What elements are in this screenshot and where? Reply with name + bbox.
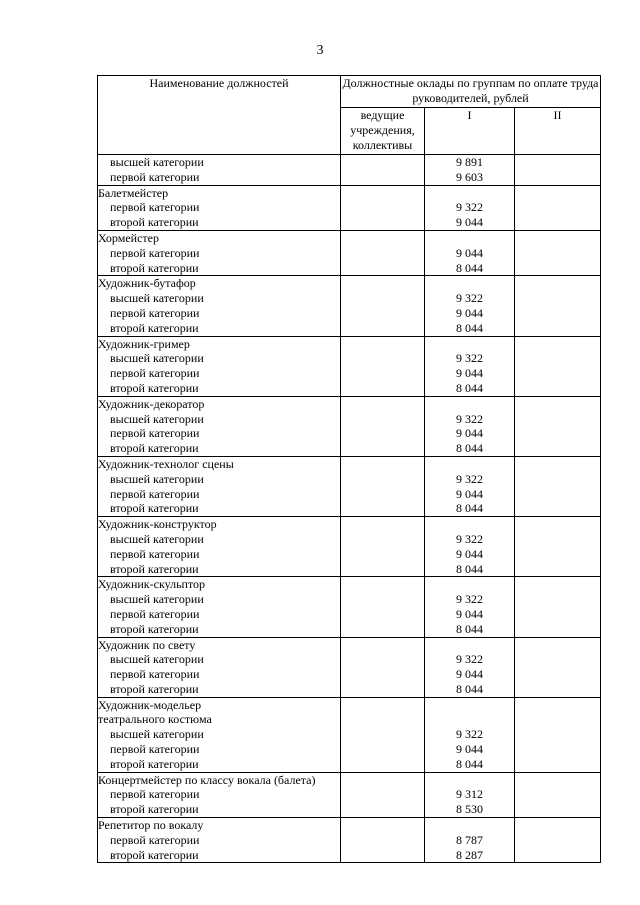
group-one-cell <box>425 818 515 863</box>
leading-institutions-cell <box>341 697 425 772</box>
leading-institutions-cell <box>341 396 425 456</box>
table-row <box>98 637 601 697</box>
category-label: первой категории <box>110 546 200 561</box>
spacer <box>425 186 514 201</box>
category-label: первой категории <box>110 832 200 847</box>
table-row <box>98 185 601 230</box>
leading-institutions-cell <box>341 818 425 863</box>
salary-value: 9 322 <box>456 592 483 607</box>
category-label: первой категории <box>110 245 200 260</box>
position-cell <box>98 577 341 637</box>
group-one-cell <box>425 517 515 577</box>
position-title: Художник по свету <box>98 637 196 652</box>
table-body <box>98 155 601 863</box>
category-label: высшей категории <box>110 155 204 169</box>
position-cell <box>98 637 341 697</box>
leading-institutions-cell <box>341 155 425 186</box>
group-one-cell <box>425 336 515 396</box>
salary-value: 9 044 <box>456 546 483 561</box>
group-one-cell <box>425 230 515 275</box>
salary-value: 9 322 <box>456 411 483 426</box>
group-two-cell <box>515 772 601 817</box>
group-two-cell <box>515 155 601 186</box>
spacer <box>425 231 514 246</box>
category-label: второй категории <box>110 441 199 456</box>
category-label: высшей категории <box>110 411 204 426</box>
group-two-cell <box>515 637 601 697</box>
category-label: второй категории <box>110 320 199 335</box>
salary-value: 8 287 <box>456 847 483 862</box>
salary-value: 8 044 <box>456 320 483 335</box>
spacer <box>425 517 514 532</box>
salary-value: 9 322 <box>456 531 483 546</box>
table-row <box>98 396 601 456</box>
position-title: Художник-технолог сцены <box>98 456 234 471</box>
leading-institutions-cell <box>341 230 425 275</box>
leading-institutions-cell <box>341 276 425 336</box>
spacer <box>425 638 514 653</box>
salary-value: 8 044 <box>456 441 483 456</box>
category-label: высшей категории <box>110 531 204 546</box>
spacer <box>425 457 514 472</box>
salary-value: 8 044 <box>456 621 483 636</box>
table-row <box>98 456 601 516</box>
category-label: первой категории <box>110 742 200 757</box>
header-group-one: I <box>425 108 515 155</box>
salary-value: 9 322 <box>456 351 483 366</box>
category-label: первой категории <box>110 426 200 441</box>
page-number: 3 <box>316 43 324 58</box>
salary-value: 9 044 <box>456 366 483 381</box>
position-cell <box>98 517 341 577</box>
salary-value: 8 044 <box>456 260 483 275</box>
position-title: Художник-модельер <box>98 697 202 712</box>
position-title: Репетитор по вокалу <box>98 818 204 833</box>
position-title: театрального костюма <box>98 712 212 727</box>
category-label: первой категории <box>110 667 200 682</box>
position-cell <box>98 456 341 516</box>
group-one-cell <box>425 276 515 336</box>
table-row <box>98 276 601 336</box>
salary-value: 9 044 <box>456 606 483 621</box>
leading-institutions-cell <box>341 637 425 697</box>
spacer <box>425 276 514 291</box>
category-label: второй категории <box>110 621 199 636</box>
group-two-cell <box>515 336 601 396</box>
position-title: Художник-декоратор <box>98 396 205 411</box>
category-label: первой категории <box>110 200 200 215</box>
category-label: высшей категории <box>110 727 204 742</box>
position-cell <box>98 336 341 396</box>
group-two-cell <box>515 818 601 863</box>
category-label: высшей категории <box>110 291 204 306</box>
salary-value: 9 044 <box>456 245 483 260</box>
group-two-cell <box>515 230 601 275</box>
position-cell <box>98 276 341 336</box>
position-cell <box>98 230 341 275</box>
category-label: высшей категории <box>110 592 204 607</box>
salary-value: 9 044 <box>456 742 483 757</box>
salary-value: 9 044 <box>456 305 483 320</box>
group-one-cell <box>425 185 515 230</box>
spacer <box>425 698 514 713</box>
salary-value: 9 322 <box>456 200 483 215</box>
category-label: второй категории <box>110 215 199 230</box>
position-title: Балетмейстер <box>98 185 169 200</box>
group-one-cell <box>425 456 515 516</box>
salary-value: 9 322 <box>456 652 483 667</box>
leading-institutions-cell <box>341 456 425 516</box>
spacer <box>425 397 514 412</box>
salary-table <box>97 75 601 863</box>
group-one-cell <box>425 155 515 186</box>
spacer <box>425 577 514 592</box>
category-label: второй категории <box>110 681 199 696</box>
salary-value: 9 044 <box>456 486 483 501</box>
category-label: первой категории <box>110 606 200 621</box>
category-label: второй категории <box>110 260 199 275</box>
group-two-cell <box>515 396 601 456</box>
salary-value: 9 044 <box>456 426 483 441</box>
header-group-two: II <box>515 108 601 155</box>
table-row <box>98 155 601 186</box>
salary-value: 8 044 <box>456 681 483 696</box>
group-two-cell <box>515 517 601 577</box>
position-title: Хормейстер <box>98 230 159 245</box>
position-cell <box>98 185 341 230</box>
salary-value: 9 603 <box>456 169 483 184</box>
position-cell <box>98 155 341 186</box>
salary-value: 8 044 <box>456 561 483 576</box>
spacer <box>425 818 514 833</box>
category-label: второй категории <box>110 802 199 817</box>
salary-value: 9 312 <box>456 787 483 802</box>
salary-value: 9 891 <box>456 155 483 169</box>
salary-value: 8 787 <box>456 832 483 847</box>
category-label: первой категории <box>110 486 200 501</box>
header-salary-groups: Должностные оклады по группам по оплате труда руководителей, рублей <box>341 76 601 108</box>
leading-institutions-cell <box>341 517 425 577</box>
position-title: Концертмейстер по классу вокала (балета) <box>98 772 316 787</box>
group-two-cell <box>515 185 601 230</box>
category-label: второй категории <box>110 501 199 516</box>
category-label: первой категории <box>110 366 200 381</box>
leading-institutions-cell <box>341 577 425 637</box>
salary-value: 9 044 <box>456 667 483 682</box>
position-title: Художник-гример <box>98 336 190 351</box>
table-row <box>98 517 601 577</box>
category-label: второй категории <box>110 847 199 862</box>
salary-value: 8 044 <box>456 756 483 771</box>
category-label: высшей категории <box>110 351 204 366</box>
header-leading-institutions: ведущие учреждения, коллективы <box>341 108 425 155</box>
category-label: второй категории <box>110 380 199 395</box>
category-label: высшей категории <box>110 652 204 667</box>
position-title: Художник-бутафор <box>98 276 196 291</box>
salary-value: 8 044 <box>456 501 483 516</box>
spacer <box>425 337 514 352</box>
group-one-cell <box>425 772 515 817</box>
category-label: первой категории <box>110 787 200 802</box>
salary-value: 9 322 <box>456 471 483 486</box>
category-label: второй категории <box>110 561 199 576</box>
header-position-name: Наименование должностей <box>98 76 341 155</box>
salary-value: 9 044 <box>456 215 483 230</box>
position-cell <box>98 396 341 456</box>
table-row <box>98 697 601 772</box>
group-two-cell <box>515 456 601 516</box>
spacer <box>425 773 514 788</box>
group-one-cell <box>425 697 515 772</box>
salary-value: 9 322 <box>456 291 483 306</box>
table-row <box>98 818 601 863</box>
spacer <box>425 712 514 727</box>
group-two-cell <box>515 697 601 772</box>
position-cell <box>98 772 341 817</box>
position-cell <box>98 697 341 772</box>
position-title: Художник-конструктор <box>98 517 217 532</box>
table-row <box>98 336 601 396</box>
category-label: первой категории <box>110 305 200 320</box>
group-one-cell <box>425 396 515 456</box>
leading-institutions-cell <box>341 336 425 396</box>
table-row <box>98 230 601 275</box>
category-label: высшей категории <box>110 471 204 486</box>
group-two-cell <box>515 577 601 637</box>
leading-institutions-cell <box>341 185 425 230</box>
salary-value: 8 044 <box>456 380 483 395</box>
table-row <box>98 577 601 637</box>
leading-institutions-cell <box>341 772 425 817</box>
table-row <box>98 772 601 817</box>
group-one-cell <box>425 637 515 697</box>
salary-value: 9 322 <box>456 727 483 742</box>
position-title: Художник-скульптор <box>98 577 206 592</box>
category-label: первой категории <box>110 169 200 184</box>
position-cell <box>98 818 341 863</box>
group-two-cell <box>515 276 601 336</box>
group-one-cell <box>425 577 515 637</box>
category-label: второй категории <box>110 756 199 771</box>
salary-value: 8 530 <box>456 802 483 817</box>
